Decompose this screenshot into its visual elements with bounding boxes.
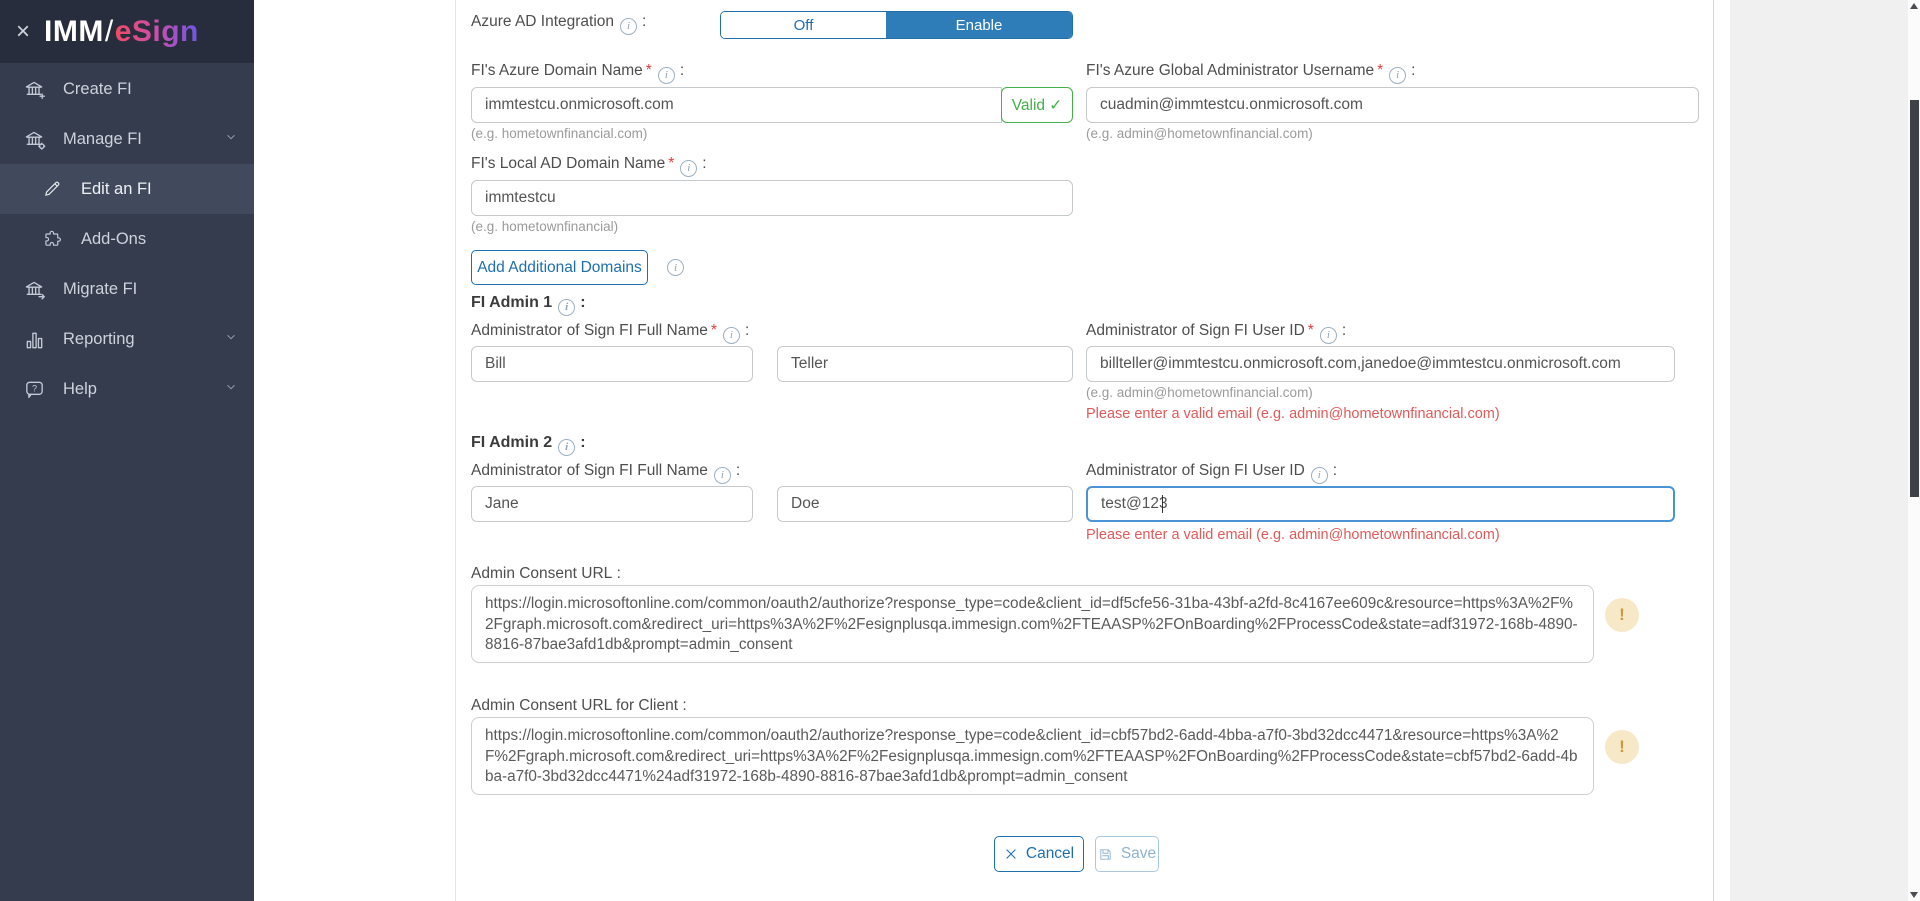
bank-plus-icon xyxy=(22,77,46,101)
sidebar-item-add-ons[interactable] xyxy=(0,214,254,264)
azure-domain-label: FI's Azure Domain Name * i : xyxy=(471,62,684,84)
bank-arrow-icon xyxy=(22,277,46,301)
chevron-down-icon xyxy=(224,330,238,349)
sidebar-item-migrate-fi[interactable] xyxy=(0,264,254,314)
page-background-panel xyxy=(1730,0,1908,901)
toggle-off-option[interactable]: Off xyxy=(721,12,886,38)
sidebar-item-label: Migrate FI xyxy=(63,279,138,298)
admin2-userid-wrap xyxy=(1086,486,1675,522)
local-domain-label: FI's Local AD Domain Name * i : xyxy=(471,155,707,177)
chevron-down-icon xyxy=(224,130,238,149)
sidebar-item-reporting[interactable] xyxy=(0,314,254,364)
info-icon[interactable]: i xyxy=(680,160,697,177)
global-admin-label: FI's Azure Global Administrator Username * i : xyxy=(1086,62,1415,84)
warning-badge: ! xyxy=(1605,598,1639,632)
azure-integration-label: Azure AD Integration i : xyxy=(471,13,646,35)
admin1-error: Please enter a valid email (e.g. admin@hometownfinancial.com) xyxy=(1086,406,1500,422)
text-cursor xyxy=(1162,495,1163,513)
admin1-userid-input[interactable] xyxy=(1086,346,1675,382)
save-icon xyxy=(1098,847,1113,862)
consent-url-client-label: Admin Consent URL for Client : xyxy=(471,697,687,714)
bar-chart-icon xyxy=(22,327,46,351)
pencil-icon xyxy=(40,177,64,201)
local-domain-input[interactable] xyxy=(471,180,1073,216)
admin2-fullname-label: Administrator of Sign FI Full Name i : xyxy=(471,462,740,484)
info-icon[interactable]: i xyxy=(667,259,684,276)
info-icon[interactable]: i xyxy=(558,439,575,456)
global-admin-helper: (e.g. admin@hometownfinancial.com) xyxy=(1086,126,1313,141)
info-icon[interactable]: i xyxy=(723,327,740,344)
sidebar-header xyxy=(0,0,254,63)
cancel-button[interactable]: Cancel xyxy=(994,836,1084,872)
toggle-enable-option[interactable]: Enable xyxy=(886,12,1072,38)
sidebar-item-label: Manage FI xyxy=(63,129,142,148)
sidebar-item-create-fi[interactable] xyxy=(0,64,254,114)
admin2-userid-input[interactable] xyxy=(1086,486,1675,522)
consent-url-client-box[interactable]: https://login.microsoftonline.com/common/oauth2/authorize?response_type=code&client_id=cbf57bd2-6add-4bba-a7f0-3bd32dcc4471&resource=https%3A%2F%2Fgraph.microsoft.com&redirect_uri=https%3A%2F%2Fesignplusqa.immesign.com%2FTEAASP%2FOnBoarding%2FProcessCode&state=cbf57bd2-6add-4bba-a7f0-3bd32dcc4471%24adf31972-168b-4890-8816-87bae3afd1db&prompt=admin_consent xyxy=(471,717,1594,795)
logo-slash: / xyxy=(104,14,114,48)
info-icon[interactable]: i xyxy=(1311,467,1328,484)
admin2-error: Please enter a valid email (e.g. admin@hometownfinancial.com) xyxy=(1086,527,1500,543)
help-bubble-icon xyxy=(22,377,46,401)
fi-admin1-heading: FI Admin 1 i : xyxy=(471,294,586,316)
azure-domain-input[interactable] xyxy=(471,87,1002,123)
bank-gear-icon xyxy=(22,127,46,151)
azure-integration-toggle xyxy=(720,11,1073,39)
sidebar-item-label: Add-Ons xyxy=(81,229,147,248)
add-additional-domains-button[interactable]: Add Additional Domains xyxy=(471,250,648,285)
sidebar-nav xyxy=(0,63,254,414)
azure-domain-helper: (e.g. hometownfinancial.com) xyxy=(471,126,648,141)
azure-domain-group xyxy=(471,87,1073,123)
info-icon[interactable]: i xyxy=(620,18,637,35)
edit-fi-form-card xyxy=(455,0,1714,901)
sidebar xyxy=(0,0,254,901)
admin1-first-name-input[interactable] xyxy=(471,346,753,382)
chevron-down-icon xyxy=(224,380,238,399)
local-domain-helper: (e.g. hometownfinancial) xyxy=(471,219,619,234)
sidebar-collapse-icon[interactable]: × xyxy=(16,17,31,45)
sidebar-item-label: Reporting xyxy=(63,329,135,348)
save-button[interactable]: Save xyxy=(1095,836,1159,872)
info-icon[interactable]: i xyxy=(658,67,675,84)
app-logo xyxy=(44,15,199,49)
scroll-up-arrow[interactable] xyxy=(1910,3,1918,9)
fi-admin2-heading: FI Admin 2 i : xyxy=(471,434,586,456)
admin2-userid-label: Administrator of Sign FI User ID i : xyxy=(1086,462,1337,484)
sidebar-item-help[interactable] xyxy=(0,364,254,414)
sidebar-item-edit-an-fi[interactable] xyxy=(0,164,254,214)
info-icon[interactable]: i xyxy=(714,467,731,484)
admin1-last-name-input[interactable] xyxy=(777,346,1073,382)
svg-text:?: ? xyxy=(31,383,37,394)
global-admin-input[interactable] xyxy=(1086,87,1699,123)
info-icon[interactable]: i xyxy=(1320,327,1337,344)
sidebar-item-label: Edit an FI xyxy=(81,179,152,198)
admin2-first-name-input[interactable] xyxy=(471,486,753,522)
logo-imm: IMM xyxy=(44,14,104,48)
info-icon[interactable]: i xyxy=(558,299,575,316)
scroll-down-arrow[interactable] xyxy=(1910,892,1918,898)
consent-url-box[interactable]: https://login.microsoftonline.com/common/oauth2/authorize?response_type=code&client_id=df5cfe56-31ba-43bf-a2fd-8c4167ee609c&resource=https%3A%2F%2Fgraph.microsoft.com&redirect_uri=https%3A%2F%2Fesignplusqa.immesign.com%2FTEAASP%2FOnBoarding%2FProcessCode&state=adf31972-168b-4890-8816-87bae3afd1db&prompt=admin_consent xyxy=(471,585,1594,663)
sidebar-item-label: Create FI xyxy=(63,79,132,98)
consent-url-label: Admin Consent URL : xyxy=(471,565,621,582)
scrollbar-thumb[interactable] xyxy=(1910,100,1919,497)
puzzle-icon xyxy=(40,227,64,251)
warning-badge: ! xyxy=(1605,730,1639,764)
valid-badge: Valid ✓ xyxy=(1001,87,1073,123)
admin1-fullname-label: Administrator of Sign FI Full Name * i : xyxy=(471,322,749,344)
admin2-last-name-input[interactable] xyxy=(777,486,1073,522)
info-icon[interactable]: i xyxy=(1389,67,1406,84)
close-icon xyxy=(1004,847,1018,861)
logo-esign: eSign xyxy=(114,14,199,48)
admin1-userid-label: Administrator of Sign FI User ID * i : xyxy=(1086,322,1346,344)
sidebar-item-manage-fi[interactable] xyxy=(0,114,254,164)
admin1-helper: (e.g. admin@hometownfinancial.com) xyxy=(1086,385,1313,400)
sidebar-item-label: Help xyxy=(63,379,97,398)
vertical-scrollbar[interactable] xyxy=(1908,0,1920,901)
